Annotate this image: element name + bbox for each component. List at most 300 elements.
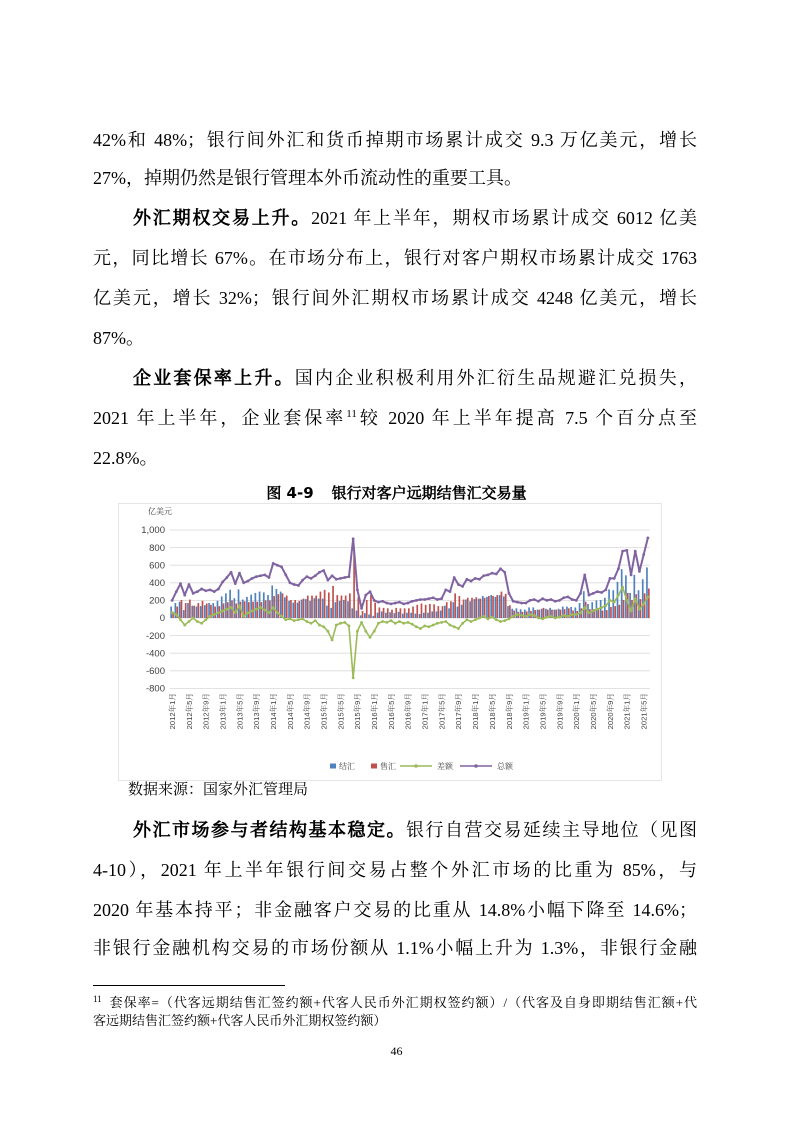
total-marker bbox=[592, 592, 595, 595]
settlement-bar bbox=[183, 610, 185, 618]
settlement-bar bbox=[486, 597, 488, 618]
legend-item-total bbox=[460, 761, 514, 771]
net-marker bbox=[465, 618, 468, 621]
sales-bar bbox=[644, 593, 646, 618]
page-number: 46 bbox=[390, 1044, 403, 1058]
net-marker bbox=[276, 611, 279, 614]
net-marker bbox=[537, 617, 540, 620]
net-marker bbox=[343, 621, 346, 624]
sales-bar bbox=[311, 596, 313, 618]
sales-bar bbox=[286, 596, 288, 618]
total-marker bbox=[398, 601, 401, 604]
sales-bar bbox=[421, 603, 423, 618]
net-marker bbox=[440, 621, 443, 624]
net-marker bbox=[411, 623, 414, 626]
sales-bar bbox=[387, 608, 389, 618]
settlement-bar bbox=[490, 595, 492, 618]
net-marker bbox=[634, 597, 637, 600]
body-line: 亿美元，增长 32%；银行间外汇期权市场累计成交 4248 亿美元，增长 bbox=[93, 288, 697, 308]
y-tick-label: 200 bbox=[149, 595, 165, 607]
total-marker bbox=[449, 590, 452, 593]
net-marker bbox=[369, 636, 372, 639]
total-marker bbox=[314, 574, 317, 577]
total-marker bbox=[326, 579, 329, 582]
sales-bar bbox=[437, 606, 439, 618]
total-marker bbox=[301, 579, 304, 582]
net-marker bbox=[449, 624, 452, 627]
sales-bar bbox=[459, 596, 461, 618]
settlement-bar bbox=[461, 605, 463, 618]
sales-bar bbox=[391, 610, 393, 618]
settlement-bar bbox=[335, 602, 337, 618]
total-marker bbox=[512, 600, 515, 603]
settlement-bar bbox=[255, 593, 257, 618]
sales-bar bbox=[282, 593, 284, 618]
net-marker bbox=[381, 620, 384, 623]
net-marker bbox=[558, 616, 561, 619]
net-marker bbox=[596, 608, 599, 611]
settlement-bar bbox=[495, 597, 497, 618]
sales-bar bbox=[202, 601, 204, 618]
settlement-bar bbox=[604, 598, 606, 618]
settlement-bar bbox=[187, 603, 189, 618]
total-marker bbox=[440, 597, 443, 600]
settlement-bar bbox=[385, 613, 387, 618]
x-tick-label: 2016年1月 bbox=[370, 693, 380, 730]
total-marker bbox=[571, 598, 574, 601]
sales-bar bbox=[614, 606, 616, 618]
footnote-line bbox=[93, 994, 697, 1011]
total-marker bbox=[550, 598, 553, 601]
net-marker bbox=[419, 627, 422, 630]
y-axis-unit-label: 亿美元 bbox=[148, 507, 172, 516]
x-tick-label: 2013年1月 bbox=[218, 693, 228, 730]
sales-bar bbox=[442, 606, 444, 618]
sales-bar bbox=[412, 607, 414, 618]
sales-bar bbox=[379, 607, 381, 618]
total-marker bbox=[272, 562, 275, 565]
total-marker bbox=[486, 573, 489, 576]
net-marker bbox=[234, 611, 237, 614]
x-tick-label: 2021年1月 bbox=[622, 693, 632, 730]
paragraph-first-line bbox=[133, 206, 697, 230]
total-marker bbox=[343, 576, 346, 579]
net-marker bbox=[499, 620, 502, 623]
footnote-text: 套保率=（代客远期结售汇签约额+代客人民币外汇期权签约额）/（代客及自身即期结售汇额+代 bbox=[108, 995, 697, 1010]
total-marker bbox=[470, 580, 473, 583]
sales-bar bbox=[463, 600, 465, 618]
total-marker bbox=[268, 576, 271, 579]
net-marker bbox=[562, 614, 565, 617]
settlement-bar bbox=[377, 613, 379, 618]
net-marker bbox=[209, 615, 212, 618]
net-marker bbox=[566, 615, 569, 618]
total-marker bbox=[339, 577, 342, 580]
net-marker bbox=[524, 615, 527, 618]
net-marker bbox=[486, 617, 489, 620]
y-tick-label: -600 bbox=[145, 666, 165, 677]
total-marker bbox=[537, 600, 540, 603]
total-marker bbox=[495, 573, 498, 576]
footnote-reference: 11 bbox=[346, 408, 357, 420]
total-marker bbox=[423, 598, 426, 601]
sales-bar bbox=[446, 602, 448, 618]
net-marker bbox=[453, 625, 456, 628]
sales-bar bbox=[345, 596, 347, 618]
net-marker bbox=[617, 594, 620, 597]
sales-bar bbox=[261, 602, 263, 618]
total-marker bbox=[520, 602, 523, 605]
net-marker bbox=[554, 617, 557, 620]
net-marker bbox=[415, 625, 418, 628]
total-marker bbox=[246, 580, 249, 583]
total-marker bbox=[192, 592, 195, 595]
net-marker bbox=[398, 620, 401, 623]
settlement-bar bbox=[398, 612, 400, 618]
legend-label: 结汇 bbox=[339, 762, 355, 771]
settlement-bar bbox=[410, 613, 412, 618]
legend-marker bbox=[414, 764, 418, 768]
legend-item-sales bbox=[371, 761, 396, 771]
body-text: 国内企业积极利用外汇衍生品规避汇兑损失， bbox=[294, 368, 698, 388]
settlement-bar bbox=[229, 590, 231, 618]
settlement-bar bbox=[313, 598, 315, 618]
net-marker bbox=[385, 621, 388, 624]
net-marker bbox=[360, 621, 363, 624]
sales-bar bbox=[307, 596, 309, 618]
x-tick-label: 2014年9月 bbox=[302, 693, 312, 730]
net-marker bbox=[457, 627, 460, 630]
total-marker bbox=[558, 599, 561, 602]
total-marker bbox=[634, 550, 637, 553]
net-marker bbox=[352, 676, 355, 679]
sales-bar bbox=[315, 596, 317, 618]
total-marker bbox=[583, 573, 586, 576]
net-marker bbox=[583, 606, 586, 609]
sales-bar bbox=[290, 600, 292, 618]
x-tick-label: 2019年9月 bbox=[555, 693, 565, 730]
settlement-bar bbox=[381, 611, 383, 618]
total-marker bbox=[188, 583, 191, 586]
forward-fx-chart bbox=[118, 503, 662, 781]
net-marker bbox=[179, 618, 182, 621]
sales-bar bbox=[181, 600, 183, 618]
net-marker bbox=[550, 615, 553, 618]
net-marker bbox=[503, 619, 506, 622]
net-marker bbox=[326, 630, 329, 633]
sales-bar bbox=[328, 592, 330, 618]
net-marker bbox=[495, 618, 498, 621]
net-marker bbox=[533, 614, 536, 617]
total-marker bbox=[251, 577, 254, 580]
total-marker bbox=[533, 598, 536, 601]
settlement-bar bbox=[469, 601, 471, 618]
x-tick-label: 2021年5月 bbox=[639, 693, 649, 730]
settlement-bar bbox=[368, 614, 370, 618]
total-marker bbox=[609, 577, 612, 580]
y-tick-label: -800 bbox=[145, 683, 165, 695]
total-marker bbox=[545, 599, 548, 602]
net-marker bbox=[638, 608, 641, 611]
settlement-bar bbox=[179, 602, 181, 618]
total-marker bbox=[588, 594, 591, 597]
net-marker bbox=[646, 595, 649, 598]
total-marker bbox=[204, 589, 207, 592]
total-marker bbox=[457, 583, 460, 586]
net-marker bbox=[613, 601, 616, 604]
figure-title: 银行对客户远期结售汇交易量 bbox=[331, 484, 527, 502]
net-marker bbox=[221, 610, 224, 613]
settlement-bar bbox=[642, 579, 644, 618]
total-marker bbox=[360, 607, 363, 610]
total-marker bbox=[453, 576, 456, 579]
total-marker bbox=[415, 599, 418, 602]
settlement-bar bbox=[436, 611, 438, 618]
total-marker bbox=[529, 599, 532, 602]
y-tick-label: 400 bbox=[149, 578, 165, 589]
sales-bar bbox=[454, 593, 456, 618]
total-marker bbox=[604, 588, 607, 591]
net-marker bbox=[339, 622, 342, 625]
total-marker bbox=[217, 588, 220, 591]
total-marker bbox=[200, 588, 203, 591]
sales-bar bbox=[408, 608, 410, 618]
settlement-bar bbox=[389, 612, 391, 618]
settlement-bar bbox=[330, 608, 332, 618]
x-tick-label: 2014年5月 bbox=[285, 693, 295, 730]
net-marker bbox=[348, 625, 351, 628]
paragraph-first-line bbox=[133, 818, 697, 842]
net-marker bbox=[175, 613, 178, 616]
settlement-bar bbox=[579, 603, 581, 618]
paragraph-heading: 外汇市场参与者结构基本稳定。 bbox=[133, 820, 406, 841]
total-marker bbox=[293, 583, 296, 586]
total-marker bbox=[600, 591, 603, 594]
total-marker bbox=[503, 571, 506, 574]
settlement-bar bbox=[364, 613, 366, 618]
settlement-bar bbox=[646, 567, 648, 618]
total-marker bbox=[242, 581, 245, 584]
body-line: 元，同比增长 67%。在市场分布上，银行对客户期权市场累计成交 1763 bbox=[93, 248, 697, 268]
settlement-bar bbox=[196, 607, 198, 618]
sales-bar bbox=[303, 599, 305, 618]
sales-bar bbox=[416, 605, 418, 618]
net-marker bbox=[604, 604, 607, 607]
total-marker bbox=[230, 571, 233, 574]
sales-bar bbox=[501, 592, 503, 618]
total-marker bbox=[478, 578, 481, 581]
net-marker bbox=[297, 618, 300, 621]
x-tick-label: 2013年9月 bbox=[252, 693, 262, 730]
net-marker bbox=[335, 624, 338, 627]
total-marker bbox=[402, 603, 405, 606]
legend-swatch bbox=[371, 764, 377, 769]
paragraph-heading: 企业套保率上升。 bbox=[133, 368, 295, 389]
sales-bar bbox=[492, 596, 494, 618]
total-marker bbox=[394, 602, 397, 605]
sales-bar bbox=[185, 603, 187, 618]
settlement-bar bbox=[583, 591, 585, 618]
settlement-bar bbox=[503, 596, 505, 618]
sales-bar bbox=[206, 603, 208, 618]
settlement-bar bbox=[322, 599, 324, 618]
settlement-bar bbox=[259, 592, 261, 618]
x-tick-label: 2018年1月 bbox=[471, 693, 481, 730]
total-marker bbox=[461, 585, 464, 588]
total-marker bbox=[613, 577, 616, 580]
legend-swatch bbox=[330, 764, 336, 769]
total-marker bbox=[364, 594, 367, 597]
total-marker bbox=[482, 574, 485, 577]
settlement-bar bbox=[191, 606, 193, 618]
net-marker bbox=[200, 622, 203, 625]
sales-bar bbox=[471, 598, 473, 618]
sales-bar bbox=[496, 595, 498, 618]
total-marker bbox=[630, 573, 633, 576]
net-marker bbox=[272, 606, 275, 609]
net-marker bbox=[246, 611, 249, 614]
footnote-number: 11 bbox=[93, 994, 102, 1004]
total-marker bbox=[373, 599, 376, 602]
sales-bar bbox=[467, 598, 469, 618]
net-marker bbox=[213, 613, 216, 616]
sales-bar bbox=[349, 593, 351, 618]
sales-bar bbox=[395, 608, 397, 618]
sales-bar bbox=[383, 608, 385, 618]
net-marker bbox=[394, 622, 397, 625]
settlement-bar bbox=[431, 611, 433, 618]
total-marker bbox=[516, 601, 519, 604]
settlement-bar bbox=[204, 605, 206, 618]
x-tick-label: 2019年1月 bbox=[521, 693, 531, 730]
net-marker bbox=[314, 619, 317, 622]
net-marker bbox=[301, 617, 304, 620]
total-marker bbox=[305, 575, 308, 578]
total-marker bbox=[213, 590, 216, 593]
net-marker bbox=[609, 599, 612, 602]
settlement-bar bbox=[221, 596, 223, 618]
net-marker bbox=[432, 624, 435, 627]
net-marker bbox=[263, 609, 266, 612]
paragraph-first-line bbox=[133, 366, 697, 390]
settlement-bar bbox=[478, 599, 480, 618]
total-marker bbox=[259, 574, 262, 577]
net-marker bbox=[230, 606, 233, 609]
net-marker bbox=[541, 617, 544, 620]
y-tick-label: -400 bbox=[145, 648, 165, 660]
net-marker bbox=[625, 599, 628, 602]
net-marker bbox=[305, 620, 308, 623]
net-marker bbox=[474, 618, 477, 621]
settlement-bar bbox=[351, 608, 353, 618]
total-marker bbox=[491, 572, 494, 575]
total-marker bbox=[255, 575, 258, 578]
settlement-bar bbox=[263, 592, 265, 618]
settlement-bar bbox=[406, 613, 408, 618]
total-marker bbox=[621, 550, 624, 553]
body-text: 银行自营交易延续主导地位（见图 bbox=[406, 820, 697, 840]
net-marker bbox=[482, 615, 485, 618]
net-marker bbox=[289, 617, 292, 620]
body-line bbox=[93, 406, 697, 430]
sales-bar bbox=[623, 600, 625, 618]
sales-bar bbox=[509, 605, 511, 618]
settlement-bar bbox=[301, 600, 303, 618]
settlement-bar bbox=[608, 589, 610, 618]
total-marker bbox=[297, 584, 300, 587]
total-marker bbox=[465, 578, 468, 581]
net-marker bbox=[259, 606, 262, 609]
total-marker bbox=[221, 581, 224, 584]
settlement-bar bbox=[238, 589, 240, 618]
net-marker bbox=[491, 616, 494, 619]
sales-bar bbox=[341, 596, 343, 618]
sales-bar bbox=[648, 589, 650, 618]
total-marker bbox=[596, 590, 599, 593]
net-marker bbox=[171, 611, 174, 614]
settlement-bar bbox=[415, 614, 417, 618]
net-marker bbox=[293, 619, 296, 622]
body-text: 较 2020 年上半年提高 7.5 个百分点至 bbox=[356, 408, 698, 428]
total-line bbox=[172, 538, 648, 608]
net-marker bbox=[284, 618, 287, 621]
x-tick-label: 2017年5月 bbox=[437, 693, 447, 730]
settlement-bar bbox=[600, 600, 602, 618]
sales-bar bbox=[336, 595, 338, 618]
footnote-separator bbox=[93, 985, 285, 986]
total-marker bbox=[562, 596, 565, 599]
x-tick-label: 2015年5月 bbox=[336, 693, 346, 730]
total-marker bbox=[175, 590, 178, 593]
sales-bar bbox=[404, 608, 406, 618]
settlement-bar bbox=[360, 615, 362, 618]
legend-item-settlement bbox=[330, 761, 355, 771]
sales-bar bbox=[610, 607, 612, 618]
total-marker bbox=[411, 600, 414, 603]
figure-caption bbox=[0, 483, 793, 503]
x-tick-label: 2013年5月 bbox=[235, 693, 245, 730]
x-tick-label: 2017年9月 bbox=[454, 693, 464, 730]
sales-bar bbox=[505, 594, 507, 618]
total-marker bbox=[646, 537, 649, 540]
net-marker bbox=[217, 611, 220, 614]
sales-bar bbox=[429, 604, 431, 618]
x-tick-label: 2020年1月 bbox=[572, 693, 582, 730]
sales-bar bbox=[619, 605, 621, 618]
settlement-bar bbox=[452, 602, 454, 618]
net-marker bbox=[331, 639, 334, 642]
y-tick-label: 800 bbox=[149, 542, 165, 554]
net-marker bbox=[356, 630, 359, 633]
sales-bar bbox=[320, 592, 322, 618]
sales-bar bbox=[197, 603, 199, 618]
settlement-bar bbox=[393, 613, 395, 618]
net-marker bbox=[516, 613, 519, 616]
settlement-bar bbox=[633, 575, 635, 618]
x-tick-label: 2020年5月 bbox=[588, 693, 598, 730]
net-marker bbox=[588, 611, 591, 614]
net-marker bbox=[579, 611, 582, 614]
settlement-bar bbox=[427, 613, 429, 618]
data-source-note: 数据来源：国家外汇管理局 bbox=[128, 782, 309, 798]
settlement-bar bbox=[473, 599, 475, 618]
total-marker bbox=[406, 602, 409, 605]
settlement-bar bbox=[347, 601, 349, 618]
settlement-bar bbox=[440, 611, 442, 618]
net-marker bbox=[423, 625, 426, 628]
legend-marker bbox=[474, 764, 478, 768]
total-marker bbox=[179, 582, 182, 585]
